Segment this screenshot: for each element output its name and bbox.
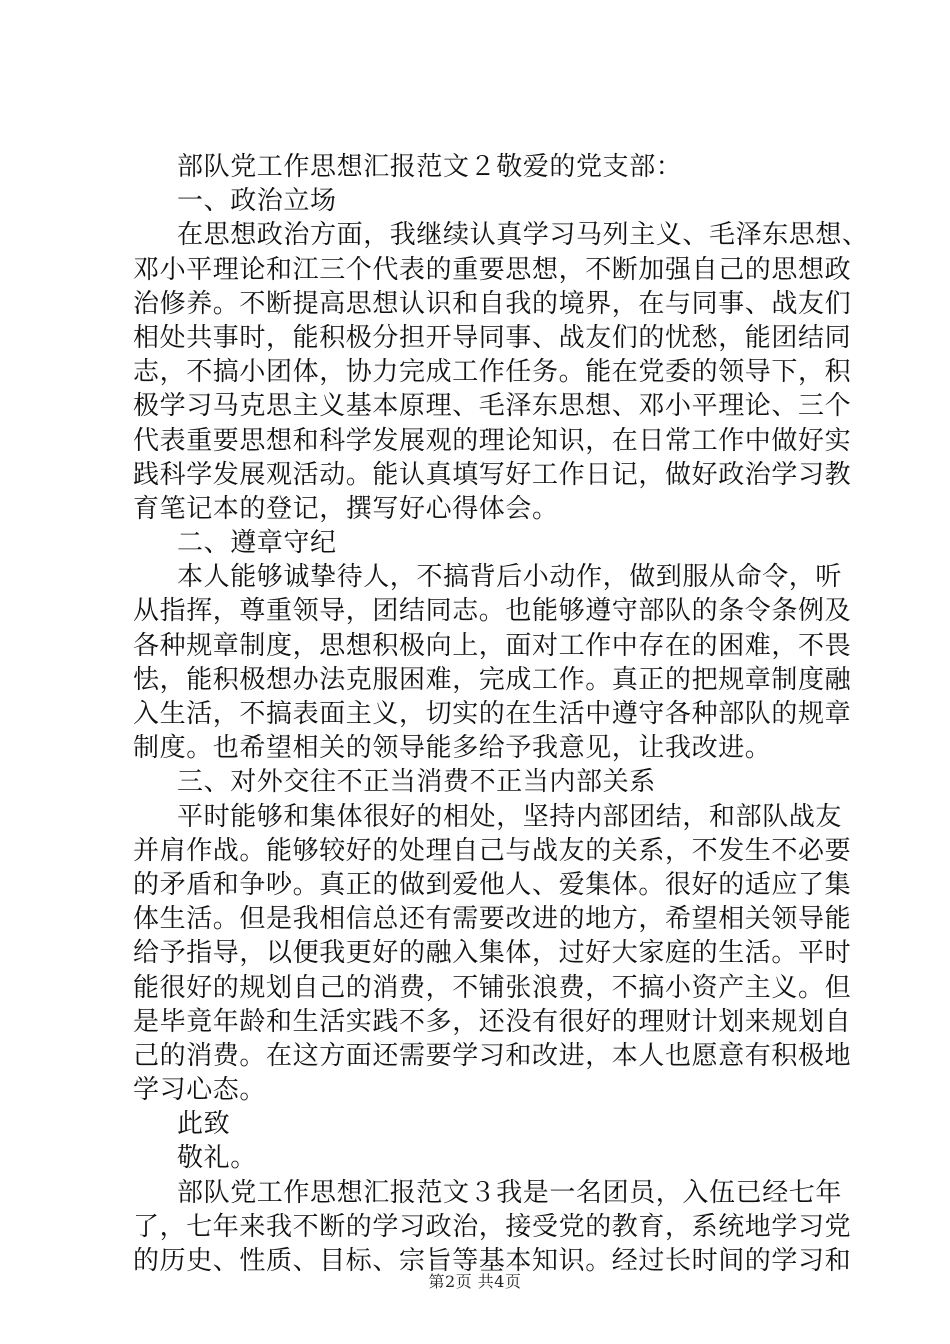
doc-line: 育笔记本的登记，撰写好心得体会。: [133, 493, 559, 524]
doc-line: 学习心态。: [133, 1075, 267, 1106]
doc-line: 了，七年来我不断的学习政治，接受党的教育，系统地学习党: [133, 1211, 852, 1242]
doc-line: 的矛盾和争吵。真正的做到爱他人、爱集体。很好的适应了集: [133, 869, 852, 900]
document-body: [133, 150, 869, 1278]
doc-line: 怯，能积极想办法克服困难，完成工作。真正的把规章制度融: [133, 664, 852, 695]
doc-line: 相处共事时，能积极分担开导同事、战友们的忧愁，能团结同: [133, 322, 852, 353]
doc-line: 代表重要思想和科学发展观的理论知识，在日常工作中做好实: [133, 425, 852, 456]
doc-line: 的历史、性质、目标、宗旨等基本知识。经过长时间的学习和: [133, 1246, 852, 1276]
section-heading-3: 三、对外交往不正当消费不正当内部关系: [177, 767, 656, 798]
section-heading-2: 二、遵章守纪: [177, 528, 337, 559]
doc-line: 极学习马克思主义基本原理、毛泽东思想、邓小平理论、三个: [133, 391, 852, 422]
doc-line: 本人能够诚挚待人，不搞背后小动作，做到服从命令，听: [177, 562, 843, 593]
doc-line: 给予指导，以便我更好的融入集体，过好大家庭的生活。平时: [133, 938, 852, 969]
doc-line: 入生活，不搞表面主义，切实的在生活中遵守各种部队的规章: [133, 699, 852, 729]
doc-line: 邓小平理论和江三个代表的重要思想，不断加强自己的思想政: [133, 254, 852, 285]
doc-line: 并肩作战。能够较好的处理自己与战友的关系，不发生不必要: [133, 835, 852, 866]
doc-line: 己的消费。在这方面还需要学习和改进，本人也愿意有积极地: [133, 1040, 852, 1071]
doc-line: 从指挥，尊重领导，团结同志。也能够遵守部队的条令条例及: [133, 596, 852, 627]
doc-line: 部队党工作思想汇报范文３我是一名团员，入伍已经七年: [177, 1177, 843, 1208]
section-heading-1: 一、政治立场: [177, 186, 337, 217]
closing-line: 敬礼。: [177, 1143, 257, 1174]
doc-line: 制度。也希望相关的领导能多给予我意见，让我改进。: [133, 733, 772, 764]
doc-line: 践科学发展观活动。能认真填写好工作日记，做好政治学习教: [133, 459, 852, 490]
doc-line: 治修养。不断提高思想认识和自我的境界，在与同事、战友们: [133, 288, 852, 319]
doc-line: 平时能够和集体很好的相处，坚持内部团结，和部队战友: [177, 801, 843, 832]
doc-line: 是毕竟年龄和生活实践不多，还没有很好的理财计划来规划自: [133, 1006, 852, 1037]
doc-line-title: 部队党工作思想汇报范文２敬爱的党支部：: [177, 152, 683, 182]
doc-line: 各种规章制度，思想积极向上，面对工作中存在的困难，不畏: [133, 630, 852, 661]
page-number-footer: 第2页 共4页: [428, 1272, 522, 1291]
doc-line: 体生活。但是我相信总还有需要改进的地方，希望相关领导能: [133, 904, 852, 935]
doc-line: 在思想政治方面，我继续认真学习马列主义、毛泽东思想、: [177, 220, 869, 251]
doc-line: 志，不搞小团体，协力完成工作任务。能在党委的领导下，积: [133, 357, 852, 388]
closing-line: 此致: [177, 1109, 231, 1140]
doc-line: 能很好的规划自己的消费，不铺张浪费，不搞小资产主义。但: [133, 972, 852, 1003]
